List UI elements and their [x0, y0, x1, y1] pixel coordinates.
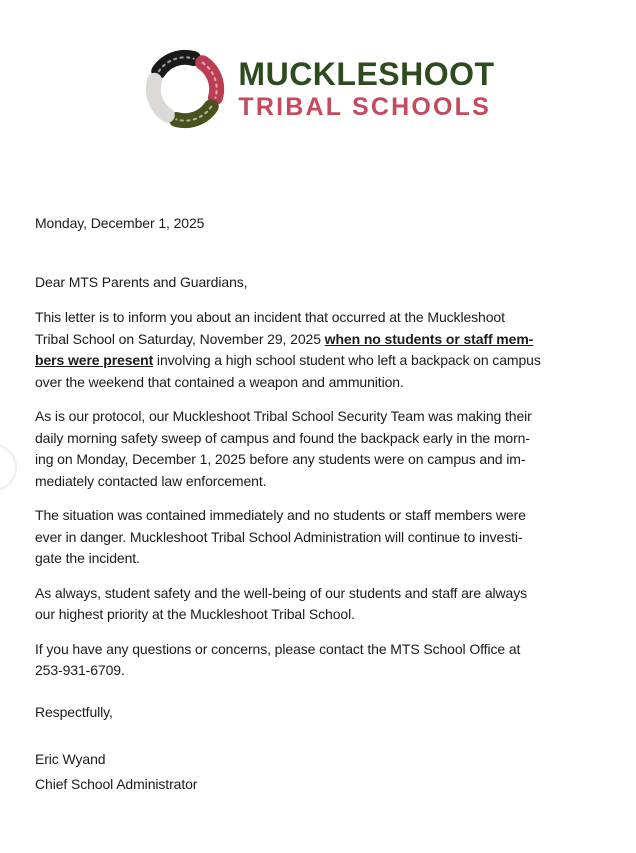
- letter-line: [35, 372, 595, 394]
- fish-gray: [154, 80, 168, 115]
- body-text: As always, student safety and the well-being of our students and staff are always: [35, 584, 528, 601]
- emphasized-text: when no students or staff mem-: [324, 330, 534, 347]
- body-text: As is our protocol, our Muckleshoot Tribal School Security Team was making their: [35, 408, 532, 424]
- letter-line: [35, 307, 595, 329]
- letter-paragraph: [35, 505, 595, 570]
- letter-line: [35, 639, 595, 661]
- body-text: daily morning safety sweep of campus and found the backpack early in the morn-: [35, 429, 530, 446]
- letter-line: [35, 471, 595, 493]
- logo-title: MUCKLESHOOT: [238, 55, 495, 92]
- letter-line: [35, 527, 595, 549]
- salmon-circle-logo-icon: [141, 44, 229, 134]
- body-text: If you have any questions or concerns, please contact the MTS School Office at: [35, 640, 521, 657]
- letter-line: [35, 449, 595, 471]
- letter-line: [35, 548, 595, 570]
- letter-paragraph: [35, 406, 595, 492]
- letter-line: [35, 406, 595, 428]
- letter-line: [35, 350, 595, 372]
- body-text: our highest priority at the Muckleshoot Tribal School.: [35, 606, 355, 622]
- body-text: involving a high school student who left a backpack on campus: [153, 352, 541, 368]
- letter-closing: Respectfully,: [35, 703, 113, 720]
- letter-paragraphs: [35, 307, 595, 682]
- letter-date: Monday, December 1, 2025: [35, 215, 205, 231]
- body-text: Tribal School on Saturday, November 29, 2025: [35, 330, 325, 347]
- body-text: This letter is to inform you about an incident that occurred at the Muckleshoot: [35, 309, 505, 325]
- body-text: ever in danger. Muckleshoot Tribal School Administration will continue to investi-: [35, 528, 523, 545]
- letter-line: [35, 604, 595, 626]
- letter-line: [35, 583, 595, 605]
- body-text: over the weekend that contained a weapon and ammunition.: [35, 373, 404, 390]
- letter: [35, 213, 595, 795]
- letter-line: [35, 428, 595, 450]
- signature-name: Eric Wyand: [35, 751, 106, 767]
- body-text: The situation was contained immediately and no students or staff members were: [35, 507, 526, 523]
- body-text: mediately contacted law enforcement.: [35, 472, 267, 489]
- body-text: 253-931-6709.: [35, 662, 125, 678]
- letter-line: [35, 505, 595, 527]
- letter-line: [35, 329, 595, 351]
- school-logo: [0, 44, 636, 134]
- letter-salutation: Dear MTS Parents and Guardians,: [35, 273, 248, 290]
- body-text: gate the incident.: [35, 550, 140, 566]
- edge-circle-handle: [0, 444, 17, 491]
- logo-subtitle: TRIBAL SCHOOLS: [238, 93, 491, 122]
- body-text: ing on Monday, December 1, 2025 before any students were on campus and im-: [35, 451, 526, 467]
- emphasized-text: bers were present: [35, 352, 154, 368]
- logo-wordmark: [238, 55, 495, 122]
- letter-line: [35, 660, 595, 682]
- letter-paragraph: [35, 639, 595, 682]
- letter-paragraph: [35, 583, 595, 626]
- letter-paragraph: [35, 307, 595, 393]
- signature-title: Chief School Administrator: [35, 775, 198, 792]
